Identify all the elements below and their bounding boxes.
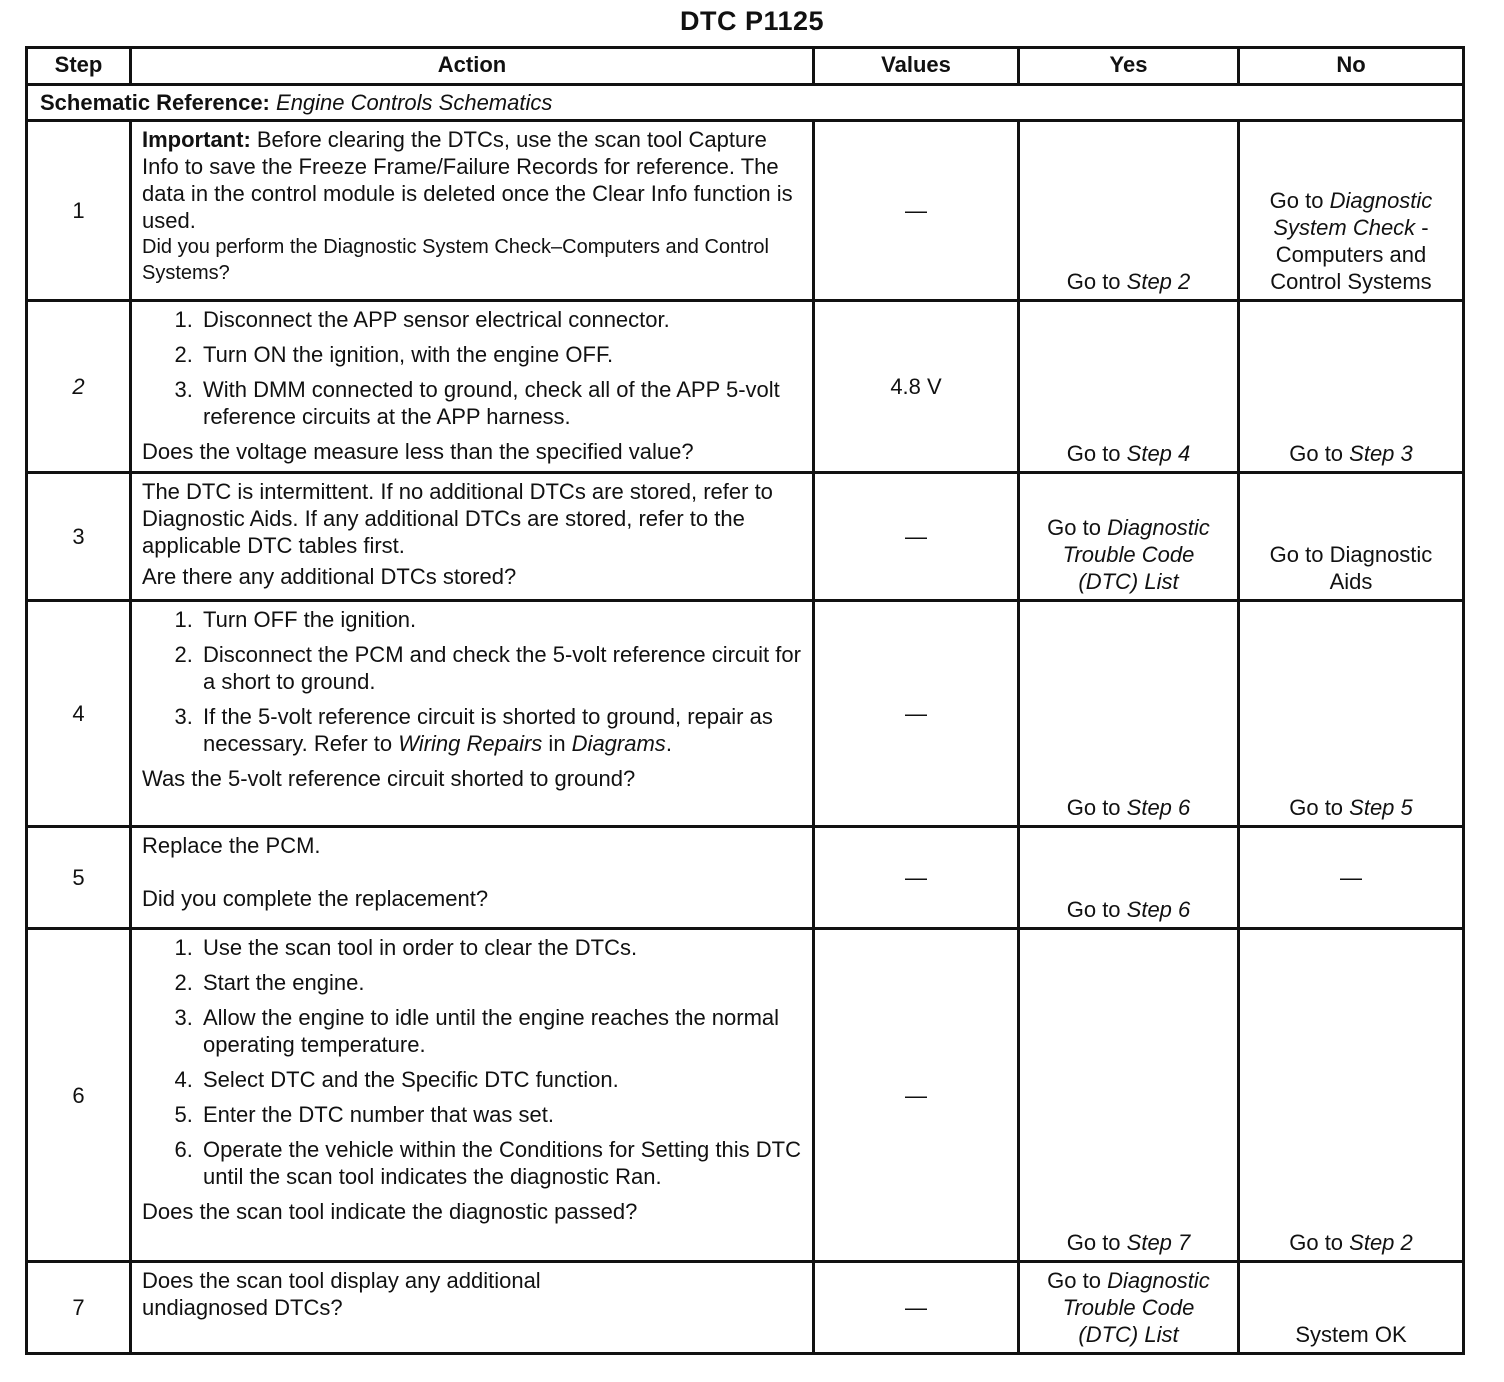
yes-link[interactable]: Diagnostic Trouble Code (DTC) List — [1062, 1268, 1210, 1347]
yes-prefix: Go to — [1066, 1230, 1127, 1255]
action-cell — [131, 827, 814, 929]
step-number: 4 — [27, 601, 131, 827]
no-suffix: - Computers and Control Systems — [1270, 215, 1432, 294]
yes-prefix: Go to — [1066, 269, 1127, 294]
header-values: Values — [814, 48, 1019, 85]
list-item: 3. Allow the engine to idle until the engine reaches the normal operating temperature. — [199, 1004, 802, 1058]
yes-link[interactable]: Step 4 — [1126, 441, 1191, 466]
item-text: If the 5-volt reference circuit is shorted to ground, repair as necessary. Refer to — [203, 704, 773, 756]
diagnostic-table — [25, 46, 1465, 1355]
action-cell — [131, 929, 814, 1262]
no-prefix: Go to — [1269, 188, 1330, 213]
value-cell: — — [814, 473, 1019, 601]
no-cell: System OK — [1239, 1262, 1464, 1354]
no-cell — [1239, 301, 1464, 473]
yes-prefix: Go to — [1047, 1268, 1108, 1293]
value-cell: — — [814, 121, 1019, 301]
action-list — [142, 306, 802, 430]
no-cell — [1239, 929, 1464, 1262]
page-title: DTC P1125 — [679, 6, 825, 36]
no-link[interactable]: Diagnostic System Check — [1273, 188, 1433, 240]
diagrams-link[interactable]: Diagrams — [571, 731, 666, 756]
table-row — [27, 1262, 1464, 1354]
yes-cell — [1019, 301, 1239, 473]
schematic-reference — [27, 85, 1464, 121]
wiring-repairs-link[interactable]: Wiring Repairs — [398, 731, 543, 756]
list-item: 2. Start the engine. — [199, 969, 802, 996]
important-label: Important: — [142, 127, 251, 152]
list-item: 5. Enter the DTC number that was set. — [199, 1101, 802, 1128]
schematic-row — [27, 85, 1464, 121]
no-cell: — — [1239, 827, 1464, 929]
value-cell: — — [814, 827, 1019, 929]
no-cell — [1239, 601, 1464, 827]
list-item: 2. Turn ON the ignition, with the engine OFF. — [199, 341, 802, 368]
no-cell — [1239, 473, 1464, 601]
action-text: Replace the PCM. — [142, 833, 321, 858]
value-cell: — — [814, 1262, 1019, 1354]
table-header-row — [27, 48, 1464, 85]
table-row — [27, 827, 1464, 929]
no-prefix: Go to — [1289, 795, 1350, 820]
yes-prefix: Go to — [1047, 515, 1108, 540]
yes-cell — [1019, 473, 1239, 601]
no-prefix: Go to — [1289, 1230, 1350, 1255]
yes-cell — [1019, 601, 1239, 827]
list-item: 3. With DMM connected to ground, check all of the APP 5-volt reference circuits at the APP harness. — [199, 376, 802, 430]
question: Does the scan tool display any additional undiagnosed DTCs? — [142, 1268, 541, 1320]
no-link[interactable]: Step 5 — [1349, 795, 1413, 820]
list-item: 6. Operate the vehicle within the Conditions for Setting this DTC until the scan tool indicates the diagnostic Ran. — [199, 1136, 802, 1190]
question: Are there any additional DTCs stored? — [142, 564, 517, 589]
no-link[interactable]: Step 3 — [1349, 441, 1413, 466]
header-action: Action — [131, 48, 814, 85]
step-number: 3 — [27, 473, 131, 601]
yes-link[interactable]: Step 2 — [1126, 269, 1191, 294]
list-item — [199, 703, 802, 757]
question: Does the voltage measure less than the specified value? — [142, 439, 694, 464]
list-item: 1. Use the scan tool in order to clear the DTCs. — [199, 934, 802, 961]
yes-prefix: Go to — [1066, 897, 1127, 922]
table-row — [27, 121, 1464, 301]
action-cell — [131, 473, 814, 601]
yes-cell — [1019, 827, 1239, 929]
no-link[interactable]: Go to Diagnostic Aids — [1269, 542, 1433, 594]
yes-cell — [1019, 929, 1239, 1262]
action-cell — [131, 121, 814, 301]
value-cell: 4.8 V — [814, 301, 1019, 473]
header-no: No — [1239, 48, 1464, 85]
list-item: 1. Disconnect the APP sensor electrical connector. — [199, 306, 802, 333]
table-row — [27, 301, 1464, 473]
header-step: Step — [27, 48, 131, 85]
question: Did you perform the Diagnostic System Check–Computers and Control Systems? — [142, 236, 769, 284]
yes-link[interactable]: Step 6 — [1126, 897, 1191, 922]
question: Does the scan tool indicate the diagnostic passed? — [142, 1199, 638, 1224]
schematic-link[interactable]: Engine Controls Schematics — [276, 90, 553, 115]
value-cell: — — [814, 601, 1019, 827]
question: Did you complete the replacement? — [142, 886, 489, 911]
action-text: The DTC is intermittent. If no additional DTCs are stored, refer to Diagnostic Aids. If any additional DTCs are stored, refer to the applicable DTC tables first. — [142, 479, 773, 558]
action-cell — [131, 1262, 814, 1354]
yes-cell — [1019, 1262, 1239, 1354]
header-yes: Yes — [1019, 48, 1239, 85]
step-number: 1 — [27, 121, 131, 301]
yes-prefix: Go to — [1066, 795, 1127, 820]
item-text: in — [542, 731, 572, 756]
step-number: 6 — [27, 929, 131, 1262]
no-link[interactable]: Step 2 — [1349, 1230, 1413, 1255]
yes-link[interactable]: Step 7 — [1126, 1230, 1191, 1255]
yes-link[interactable]: Step 6 — [1126, 795, 1191, 820]
important-text: Before clearing the DTCs, use the scan tool Capture Info to save the Freeze Frame/Failure Records for reference. The data in the control module is deleted once the Clear Info function is used. — [142, 127, 793, 233]
item-text: . — [665, 731, 672, 756]
step-number: 2 — [27, 301, 131, 473]
no-prefix: Go to — [1289, 441, 1350, 466]
list-item: 1. Turn OFF the ignition. — [199, 606, 802, 633]
step-number: 5 — [27, 827, 131, 929]
value-cell: — — [814, 929, 1019, 1262]
table-row — [27, 473, 1464, 601]
action-cell — [131, 601, 814, 827]
question: Was the 5-volt reference circuit shorted to ground? — [142, 766, 636, 791]
list-item: 2. Disconnect the PCM and check the 5-volt reference circuit for a short to ground. — [199, 641, 802, 695]
list-item: 4. Select DTC and the Specific DTC function. — [199, 1066, 802, 1093]
yes-prefix: Go to — [1066, 441, 1127, 466]
action-cell — [131, 301, 814, 473]
yes-cell — [1019, 121, 1239, 301]
table-row — [27, 601, 1464, 827]
step-number: 7 — [27, 1262, 131, 1354]
action-list — [142, 934, 802, 1190]
action-list — [142, 606, 802, 757]
yes-link[interactable]: Diagnostic Trouble Code (DTC) List — [1062, 515, 1210, 594]
no-cell — [1239, 121, 1464, 301]
schematic-label: Schematic Reference: — [40, 90, 270, 115]
table-row — [27, 929, 1464, 1262]
